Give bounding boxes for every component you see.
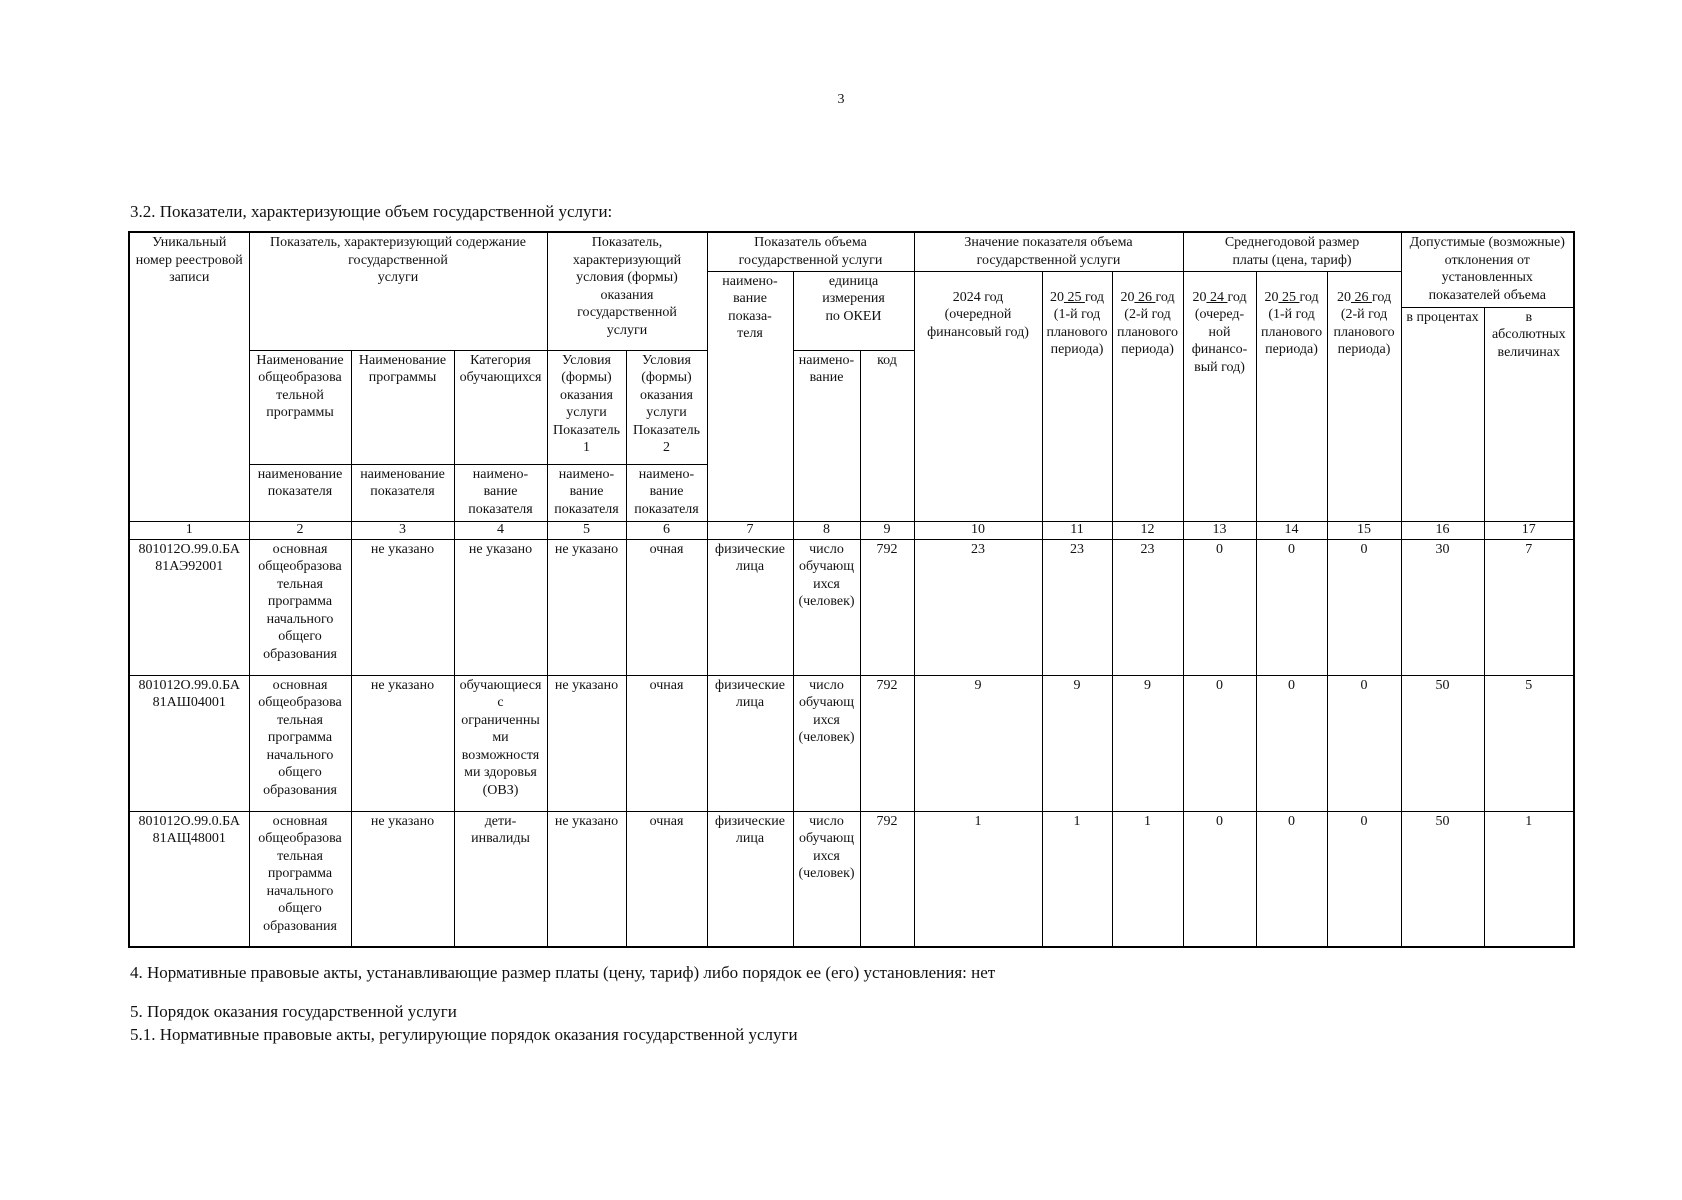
cell-fee-2024: 0: [1183, 675, 1256, 811]
cell-fee-2025: 0: [1256, 811, 1327, 947]
column-number: 4: [454, 521, 547, 539]
cell-value-2024: 23: [914, 539, 1042, 675]
year-lead: 20: [1120, 289, 1135, 305]
header-program: Наименование программы: [351, 350, 454, 464]
page-number: 3: [837, 92, 845, 107]
column-number: 12: [1112, 521, 1183, 539]
cell-unit-code: 792: [860, 675, 914, 811]
column-number: 13: [1183, 521, 1256, 539]
cell-condition-1: не указано: [547, 539, 626, 675]
cell-fee-2024: 0: [1183, 539, 1256, 675]
column-number: 8: [793, 521, 860, 539]
cell-program-name: основная общеобразова тельная программа начального общего образования: [249, 811, 351, 947]
column-number: 7: [707, 521, 793, 539]
header-fee-plan-year-2: [1327, 271, 1401, 521]
header-deviation-absolute: в абсолютных величинах: [1484, 307, 1574, 521]
column-numbers-row: [129, 521, 1574, 539]
column-number: 15: [1327, 521, 1401, 539]
cell-unit-code: 792: [860, 811, 914, 947]
column-number: 14: [1256, 521, 1327, 539]
cell-program: не указано: [351, 539, 454, 675]
cell-student-category: обучающиеся с ограниченны ми возможностя ми здоровья (ОВЗ): [454, 675, 547, 811]
header-volume-value: Значение показателя объема государственной услуги: [914, 232, 1183, 271]
header-program-name: Наименование общеобразова тельной программы: [249, 350, 351, 464]
cell-student-category: дети- инвалиды: [454, 811, 547, 947]
header-indicator-name: наимено- вание показа- теля: [707, 271, 793, 521]
column-number: 17: [1484, 521, 1574, 539]
header-conditions-indicator: Показатель, характеризующий условия (формы) оказания государственной услуги: [547, 232, 707, 350]
year-lead: 20: [1192, 289, 1207, 305]
header-deviation-percent: в процентах: [1401, 307, 1484, 521]
section-4-text: 4. Нормативные правовые акты, устанавливающие размер платы (цену, тариф) либо порядок ее (его) установления: нет: [130, 963, 996, 982]
cell-unit-name: число обучающ ихся (человек): [793, 675, 860, 811]
header-fee-current-year: [1183, 271, 1256, 521]
cell-fee-2026: 0: [1327, 675, 1401, 811]
cell-fee-2025: 0: [1256, 675, 1327, 811]
header-deviations: Допустимые (возможные) отклонения от установленных показателей объема: [1401, 232, 1574, 307]
cell-condition-1: не указано: [547, 675, 626, 811]
section-5-1-text: 5.1. Нормативные правовые акты, регулирующие порядок оказания государственной услуги: [130, 1025, 798, 1044]
year-lead: 20: [1049, 289, 1064, 305]
cell-fee-2026: 0: [1327, 539, 1401, 675]
cell-value-2026: 1: [1112, 811, 1183, 947]
header-row: [129, 232, 1574, 271]
header-student-category: Категория обучающихся: [454, 350, 547, 464]
cell-deviation-percent: 30: [1401, 539, 1484, 675]
cell-fee-2024: 0: [1183, 811, 1256, 947]
cell-indicator-name: физические лица: [707, 811, 793, 947]
table-row: [129, 811, 1574, 947]
column-number: 9: [860, 521, 914, 539]
column-number: 6: [626, 521, 707, 539]
cell-program: не указано: [351, 811, 454, 947]
header-condition-1: Условия (формы) оказания услуги Показатель 1: [547, 350, 626, 464]
column-number: 11: [1042, 521, 1112, 539]
header-unit-code: код: [860, 350, 914, 521]
header-indicator-label: наимено- вание показателя: [626, 464, 707, 521]
cell-deviation-absolute: 5: [1484, 675, 1574, 811]
header-volume-indicator: Показатель объема государственной услуги: [707, 232, 914, 271]
table-row: [129, 539, 1574, 675]
table-row: [129, 675, 1574, 811]
year-number: 24: [1206, 289, 1228, 305]
cell-deviation-absolute: 7: [1484, 539, 1574, 675]
header-value-plan-year-2: [1112, 271, 1183, 521]
header-average-fee: Среднегодовой размер платы (цена, тариф): [1183, 232, 1401, 271]
cell-value-2024: 9: [914, 675, 1042, 811]
header-indicator-label: наименование показателя: [351, 464, 454, 521]
cell-unit-name: число обучающ ихся (человек): [793, 811, 860, 947]
cell-registry-number: 801012О.99.0.БА 81АЭ92001: [129, 539, 249, 675]
year-rest: год (очеред- ной финансо- вый год): [1191, 289, 1248, 375]
header-condition-2: Условия (формы) оказания услуги Показатель 2: [626, 350, 707, 464]
year-rest: год (2-й год планового периода): [1116, 289, 1179, 357]
cell-fee-2026: 0: [1327, 811, 1401, 947]
year-rest: год (1-й год планового периода): [1046, 289, 1108, 357]
cell-value-2025: 9: [1042, 675, 1112, 811]
section-heading: 3.2. Показатели, характеризующие объем государственной услуги:: [130, 202, 613, 221]
header-content-indicator: Показатель, характеризующий содержание государственной услуги: [249, 232, 547, 350]
header-unit-name: наимено- вание: [793, 350, 860, 521]
cell-value-2026: 23: [1112, 539, 1183, 675]
cell-program-name: основная общеобразова тельная программа начального общего образования: [249, 675, 351, 811]
header-registry-number: Уникальный номер реестровой записи: [129, 232, 249, 521]
column-number: 16: [1401, 521, 1484, 539]
cell-value-2025: 1: [1042, 811, 1112, 947]
cell-indicator-name: физические лица: [707, 675, 793, 811]
year-lead: 20: [1336, 289, 1351, 305]
column-number: 5: [547, 521, 626, 539]
cell-unit-code: 792: [860, 539, 914, 675]
header-indicator-label: наименование показателя: [249, 464, 351, 521]
cell-registry-number: 801012О.99.0.БА 81АЩ48001: [129, 811, 249, 947]
header-fee-plan-year-1: [1256, 271, 1327, 521]
year-rest: год (1-й год планового периода): [1260, 289, 1323, 357]
year-number: 25: [1278, 289, 1300, 305]
cell-program-name: основная общеобразова тельная программа начального общего образования: [249, 539, 351, 675]
cell-deviation-absolute: 1: [1484, 811, 1574, 947]
cell-value-2025: 23: [1042, 539, 1112, 675]
year-rest: год (2-й год планового периода): [1333, 289, 1395, 357]
year-number: 26: [1134, 289, 1156, 305]
cell-registry-number: 801012О.99.0.БА 81АШ04001: [129, 675, 249, 811]
cell-deviation-percent: 50: [1401, 675, 1484, 811]
header-value-current-year: 2024 год (очередной финансовый год): [914, 271, 1042, 521]
column-number: 10: [914, 521, 1042, 539]
cell-condition-1: не указано: [547, 811, 626, 947]
cell-deviation-percent: 50: [1401, 811, 1484, 947]
cell-condition-2: очная: [626, 539, 707, 675]
cell-value-2026: 9: [1112, 675, 1183, 811]
header-unit: единица измерения по ОКЕИ: [793, 271, 914, 350]
cell-condition-2: очная: [626, 675, 707, 811]
cell-fee-2025: 0: [1256, 539, 1327, 675]
column-number: 2: [249, 521, 351, 539]
column-number: 1: [129, 521, 249, 539]
section-5-heading: 5. Порядок оказания государственной услуги: [130, 1002, 457, 1021]
column-number: 3: [351, 521, 454, 539]
year-number: 26: [1350, 289, 1372, 305]
year-number: 25: [1063, 289, 1085, 305]
cell-condition-2: очная: [626, 811, 707, 947]
header-indicator-label: наимено- вание показателя: [454, 464, 547, 521]
cell-indicator-name: физические лица: [707, 539, 793, 675]
year-lead: 20: [1264, 289, 1279, 305]
cell-unit-name: число обучающ ихся (человек): [793, 539, 860, 675]
header-value-plan-year-1: [1042, 271, 1112, 521]
cell-student-category: не указано: [454, 539, 547, 675]
header-indicator-label: наимено- вание показателя: [547, 464, 626, 521]
cell-program: не указано: [351, 675, 454, 811]
cell-value-2024: 1: [914, 811, 1042, 947]
volume-indicators-table: [128, 231, 1575, 948]
